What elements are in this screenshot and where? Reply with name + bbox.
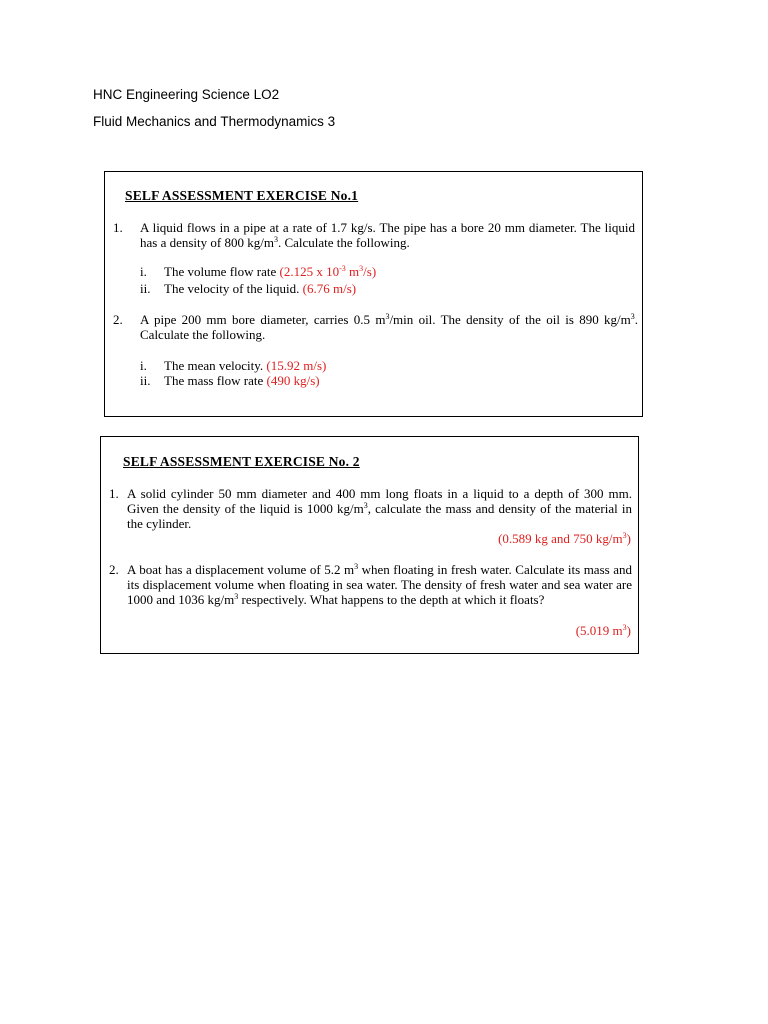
exercise-1-q1-part-i: i. The volume flow rate (2.125 x $10^{-3}$ $m^3/s$) — [140, 264, 377, 279]
exercise-1-title: SELF ASSESSMENT EXERCISE No.1 — [125, 188, 359, 203]
exercise-2-q1-answer: (0.589 kg and 750 $kg/m^3$) — [498, 531, 631, 546]
question-text: A pipe 200 mm bore diameter, carries 0.5 $m^3/\min$ oil. The density of the oil is 890 $kg/m^3$. Calculate the following. — [140, 312, 638, 342]
exercise-1-box — [104, 171, 643, 417]
exercise-2-title: SELF ASSESSMENT EXERCISE No. 2 — [123, 454, 360, 469]
exercise-1-q1-part-ii: ii. The velocity of the liquid. (6.76 m/s) — [140, 281, 357, 296]
question-number: 1. — [113, 220, 123, 235]
question-number: 1. — [109, 486, 119, 501]
exercise-1-q2-part-ii: ii. The mass flow rate (490 kg/s) — [140, 373, 320, 388]
question-text: A solid cylinder 50 mm diameter and 400 mm long floats in a liquid to a depth of 300 mm. Given the density of the liquid is 1000 $kg/m^3$, calculate the mass and density of the material in the cylinder. — [127, 486, 632, 531]
question-text: A boat has a displacement volume of 5.2 $m^3$ when floating in fresh water. Calculate its mass and its displacement volume when floating in sea water. The density of fresh water and sea water are 1000 and 1036 $kg/m^3$ respectively. What happens to the depth at which it floats? — [127, 562, 632, 607]
question-number: 2. — [109, 562, 119, 577]
document-header-line2: Fluid Mechanics and Thermodynamics 3 — [93, 114, 336, 129]
exercise-1-q2-part-i: i. The mean velocity. (15.92 m/s) — [140, 358, 327, 373]
question-text: A liquid flows in a pipe at a rate of 1.7 kg/s. The pipe has a bore 20 mm diameter. The liquid has a density of 800 $kg/m^3$. Calculate the following. — [140, 220, 635, 250]
document-header-line1: HNC Engineering Science LO2 — [93, 87, 280, 102]
answer: (490 kg/s) — [266, 373, 320, 388]
question-number: 2. — [113, 312, 123, 327]
answer: (15.92 m/s) — [266, 358, 327, 373]
answer: (6.76 m/s) — [302, 281, 357, 296]
exercise-2-box — [100, 436, 639, 654]
exercise-2-q2-answer: (5.019 $m^3$) — [575, 623, 631, 638]
answer: (2.125 x $10^{-3}$ $m^3/s$) — [279, 264, 377, 279]
